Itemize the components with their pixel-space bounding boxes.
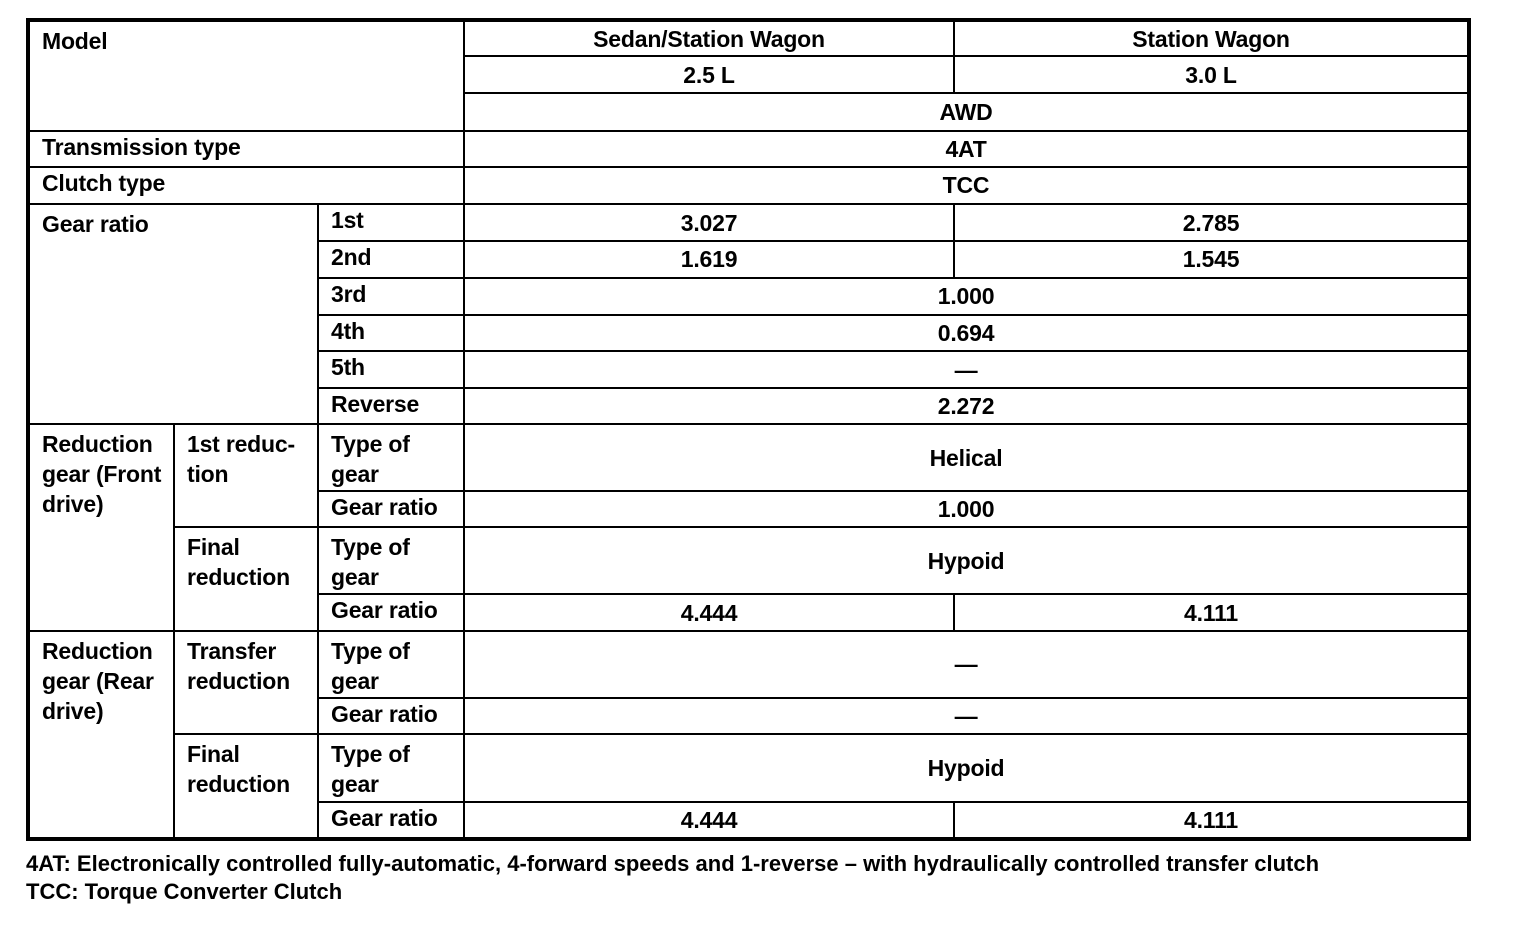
gear-1st-label: 1st [318,204,464,241]
front-final-label: Final reduction [174,527,318,631]
rear-reduction-label: Reduction gear (Rear drive) [28,631,174,839]
front-final-ratio-30: 4.111 [954,594,1469,630]
gear-2nd-30: 1.545 [954,241,1469,277]
footnotes [26,850,1319,906]
gear-2nd-25: 1.619 [464,241,954,277]
col-sedan-wagon: Sedan/Station Wagon [464,20,954,56]
gear-reverse-label: Reverse [318,388,464,424]
rear-transfer-type-value: — [464,631,1469,698]
clutch-label: Clutch type [28,167,464,204]
gear-1st-30: 2.785 [954,204,1469,241]
model-label: Model [28,20,464,131]
front-first-ratio-label: Gear ratio [318,491,464,527]
gear-5th-value: — [464,351,1469,388]
note-4at: 4AT: Electronically controlled fully-automatic, 4-forward speeds and 1-reverse – with hydraulically controlled transfer clutch [26,851,1320,876]
transmission-value: 4AT [464,131,1469,167]
rear-transfer-type-label: Type of gear [318,631,464,698]
drive-value: AWD [464,93,1469,130]
transmission-label: Transmission type [28,131,464,167]
front-first-type-label: Type of gear [318,424,464,490]
rear-final-type-value: Hypoid [464,734,1469,801]
front-first-type-value: Helical [464,424,1469,490]
front-first-reduction-label: 1st reduc- tion [174,424,318,527]
col-station-wagon: Station Wagon [954,20,1469,56]
front-final-ratio-label: Gear ratio [318,594,464,630]
rear-transfer-ratio-label: Gear ratio [318,698,464,734]
rear-transfer-ratio-value: — [464,698,1469,734]
gear-2nd-label: 2nd [318,241,464,277]
rear-final-type-label: Type of gear [318,734,464,801]
gear-5th-label: 5th [318,351,464,388]
engine-30: 3.0 L [954,56,1469,93]
gear-4th-value: 0.694 [464,315,1469,351]
front-final-type-value: Hypoid [464,527,1469,594]
spec-table [26,18,1471,841]
front-final-type-label: Type of gear [318,527,464,594]
gear-1st-25: 3.027 [464,204,954,241]
note-tcc: TCC: Torque Converter Clutch [26,879,343,904]
rear-final-ratio-25: 4.444 [464,802,954,839]
front-first-ratio-value: 1.000 [464,491,1469,527]
gear-4th-label: 4th [318,315,464,351]
rear-final-ratio-label: Gear ratio [318,802,464,839]
gear-3rd-value: 1.000 [464,278,1469,315]
gear-ratio-label: Gear ratio [28,204,318,424]
gear-reverse-value: 2.272 [464,388,1469,424]
clutch-value: TCC [464,167,1469,204]
rear-final-ratio-30: 4.111 [954,802,1469,839]
rear-transfer-label: Transfer reduction [174,631,318,735]
front-reduction-label: Reduction gear (Front drive) [28,424,174,630]
rear-final-label: Final reduction [174,734,318,839]
gear-3rd-label: 3rd [318,278,464,315]
engine-25: 2.5 L [464,56,954,93]
front-final-ratio-25: 4.444 [464,594,954,630]
